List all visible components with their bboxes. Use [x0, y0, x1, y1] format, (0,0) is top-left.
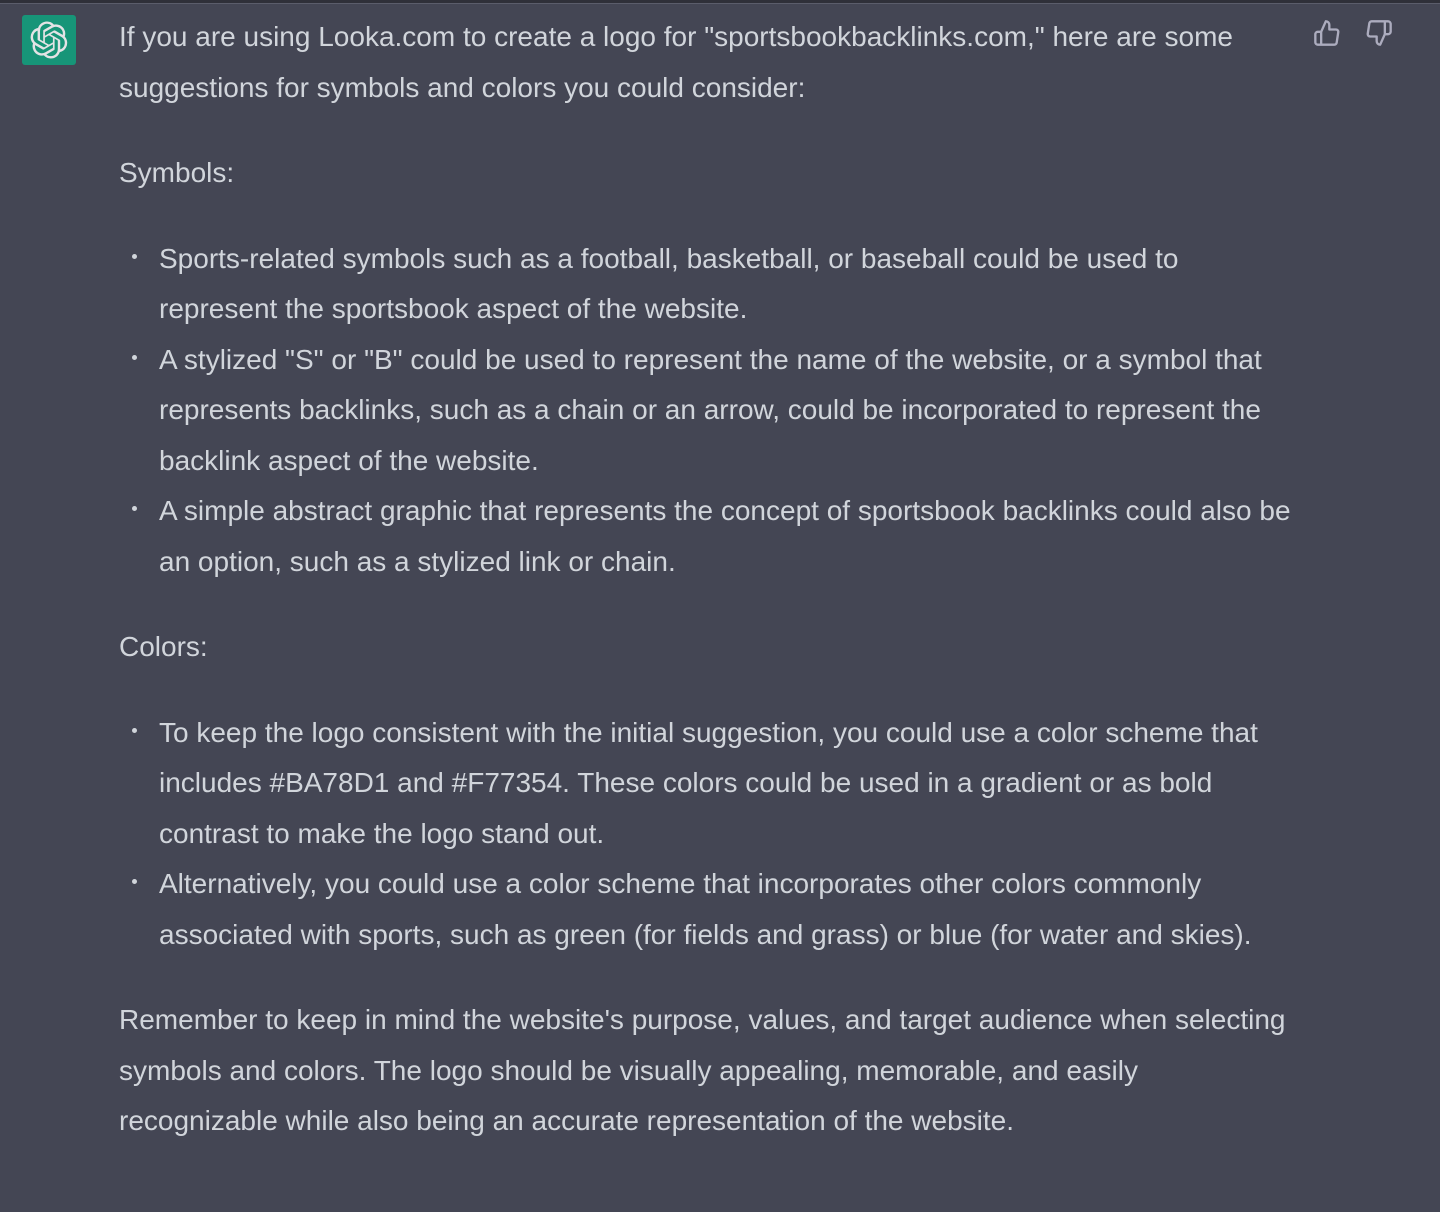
closing-paragraph: Remember to keep in mind the website's purpose, values, and target audience when selecting symbols and colors. The logo should be visually appealing, memorable, and easily recognizable while also being an accurate representation of the website.	[119, 1004, 1286, 1136]
symbols-list	[119, 234, 1299, 588]
thumbs-up-icon	[1313, 19, 1341, 47]
assistant-avatar	[22, 15, 76, 65]
feedback-controls	[1312, 16, 1394, 50]
colors-list	[119, 708, 1299, 961]
dislike-button[interactable]	[1364, 16, 1394, 50]
list-item: To keep the logo consistent with the initial suggestion, you could use a color scheme that includes #BA78D1 and #F77354. These colors could be used in a gradient or as bold contrast to make the logo stand out.	[159, 708, 1299, 860]
list-item: A stylized "S" or "B" could be used to represent the name of the website, or a symbol that represents backlinks, such as a chain or an arrow, could be incorporated to represent the backlink aspect of the website.	[159, 335, 1299, 487]
openai-logo-icon	[30, 21, 68, 59]
list-item: Sports-related symbols such as a football, basketball, or baseball could be used to represent the sportsbook aspect of the website.	[159, 234, 1299, 335]
symbols-heading: Symbols:	[119, 157, 235, 188]
list-item: A simple abstract graphic that represents the concept of sportsbook backlinks could also be an option, such as a stylized link or chain.	[159, 486, 1299, 587]
top-divider	[0, 0, 1440, 4]
assistant-message	[119, 12, 1299, 1147]
colors-heading: Colors:	[119, 631, 208, 662]
list-item: Alternatively, you could use a color scheme that incorporates other colors commonly associated with sports, such as green (for fields and grass) or blue (for water and skies).	[159, 859, 1299, 960]
like-button[interactable]	[1312, 16, 1342, 50]
thumbs-down-icon	[1365, 19, 1393, 47]
intro-paragraph: If you are using Looka.com to create a logo for "sportsbookbacklinks.com," here are some suggestions for symbols and colors you could consider:	[119, 21, 1233, 103]
